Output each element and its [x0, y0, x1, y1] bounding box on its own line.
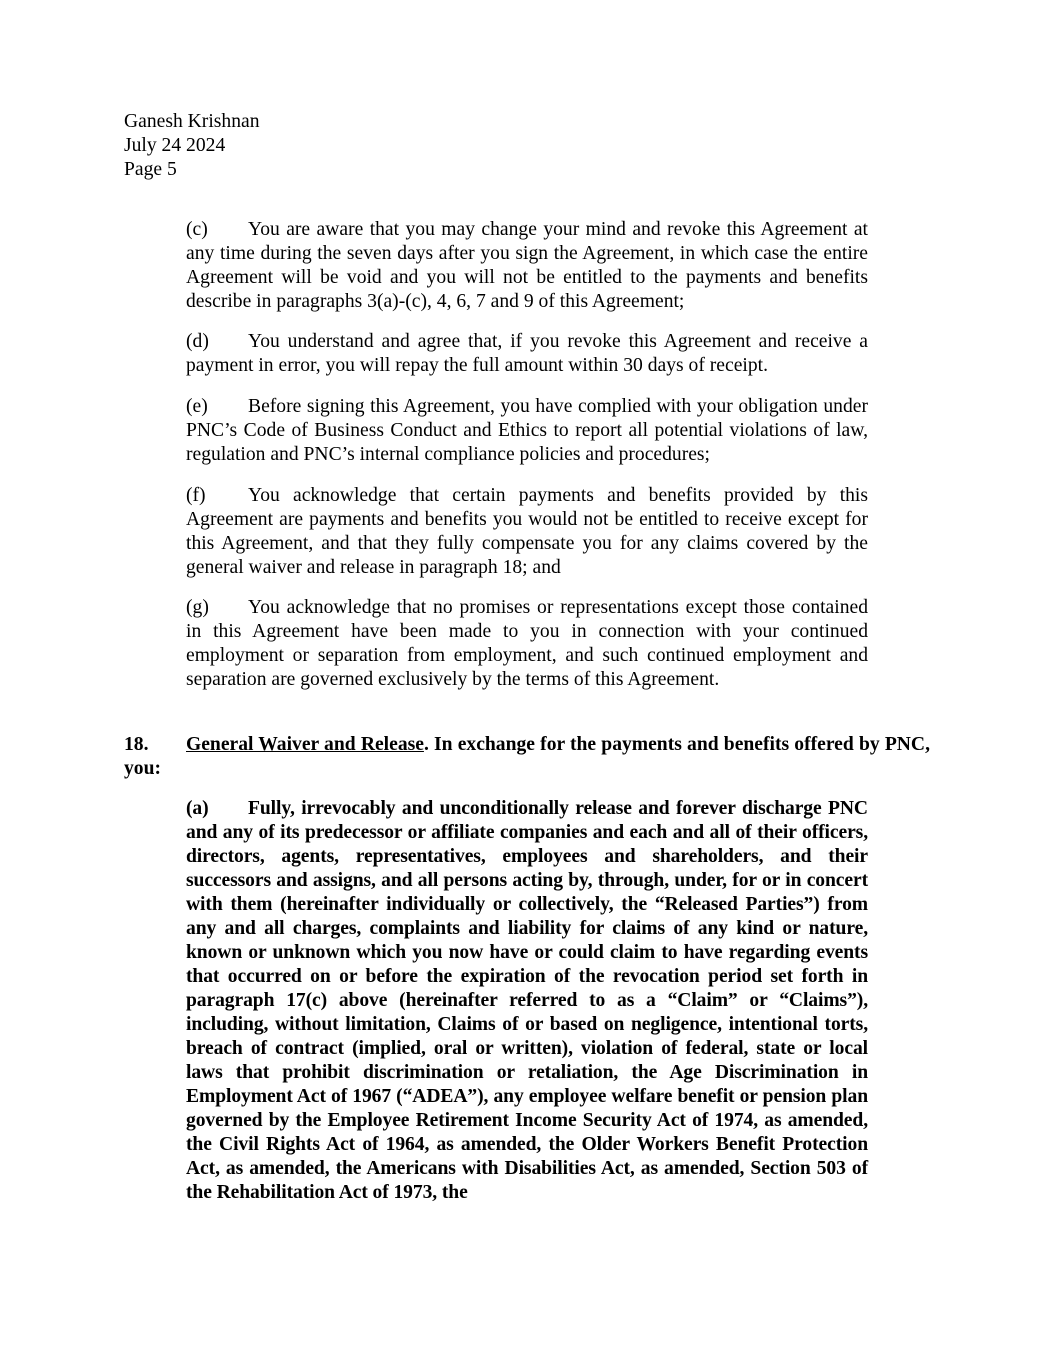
- item-label: (e): [186, 396, 208, 417]
- page-number: Page 5: [124, 159, 177, 180]
- item-text: You acknowledge that no promises or representations except those contained in this Agreement have been made to you in connection with your continued employment or separation from employment, and such continued employment and separation are governed exclusively by the terms of this Agreement.: [186, 597, 868, 690]
- letter-header: [124, 110, 260, 182]
- item-label: (c): [186, 219, 208, 240]
- section-intro: . In exchange for the payments and benefits offered by PNC, you:: [124, 734, 930, 779]
- recipient-name: Ganesh Krishnan: [124, 111, 260, 132]
- paragraph-17f: [186, 484, 868, 580]
- item-label: (d): [186, 331, 209, 352]
- paragraph-17c: [186, 218, 868, 314]
- section-title: General Waiver and Release: [186, 734, 424, 755]
- item-label: (a): [186, 798, 209, 819]
- paragraph-17e: [186, 395, 868, 467]
- section-number: 18.: [124, 734, 149, 755]
- item-text: You understand and agree that, if you revoke this Agreement and receive a payment in error, you will repay the full amount within 30 days of receipt.: [186, 331, 868, 376]
- item-label: (f): [186, 485, 206, 506]
- paragraph-17g: [186, 596, 868, 692]
- item-text: Before signing this Agreement, you have complied with your obligation under PNC’s Code of Business Conduct and Ethics to report all potential violations of law, regulation and PNC’s internal compliance policies and procedures;: [186, 396, 868, 465]
- item-text: Fully, irrevocably and unconditionally release and forever discharge PNC and any of its predecessor or affiliate companies and each and all of their officers, directors, agents, representatives, employees and shareholders, and their successors and assigns, and all persons acting by, through, under, for or in concert with them (hereinafter individually or collectively, the “Released Parties”) from any and all charges, complaints and liability for claims of any kind or nature, known or unknown which you now have or could claim to have regarding events that occurred on or before the expiration of the revocation period set forth in paragraph 17(c) above (hereinafter referred to as a “Claim” or “Claims”), including, without limitation, Claims of or based on negligence, intentional torts, breach of contract (implied, oral or written), violation of federal, state or local laws that prohibit discrimination or retaliation, the Age Discrimination in Employment Act of 1967 (“ADEA”), any employee welfare benefit or pension plan governed by the Employee Retirement Income Security Act of 1974, as amended, the Civil Rights Act of 1964, as amended, the Older Workers Benefit Protection Act, as amended, the Americans with Disabilities Act, as amended, Section 503 of the Rehabilitation Act of 1973, the: [186, 798, 868, 1203]
- paragraph-18a: [186, 797, 868, 1205]
- section-18-heading: [124, 733, 930, 781]
- item-label: (g): [186, 597, 209, 618]
- item-text: You are aware that you may change your mind and revoke this Agreement at any time during the seven days after you sign the Agreement, in which case the entire Agreement will be void and you will not be entitled to the payments and benefits describe in paragraphs 3(a)-(c), 4, 6, 7 and 9 of this Agreement;: [186, 219, 868, 312]
- item-text: You acknowledge that certain payments and benefits provided by this Agreement are payments and benefits you would not be entitled to receive except for this Agreement, and that they fully compensate you for any claims covered by the general waiver and release in paragraph 18; and: [186, 485, 868, 578]
- paragraph-17d: [186, 330, 868, 378]
- letter-date: July 24 2024: [124, 135, 226, 156]
